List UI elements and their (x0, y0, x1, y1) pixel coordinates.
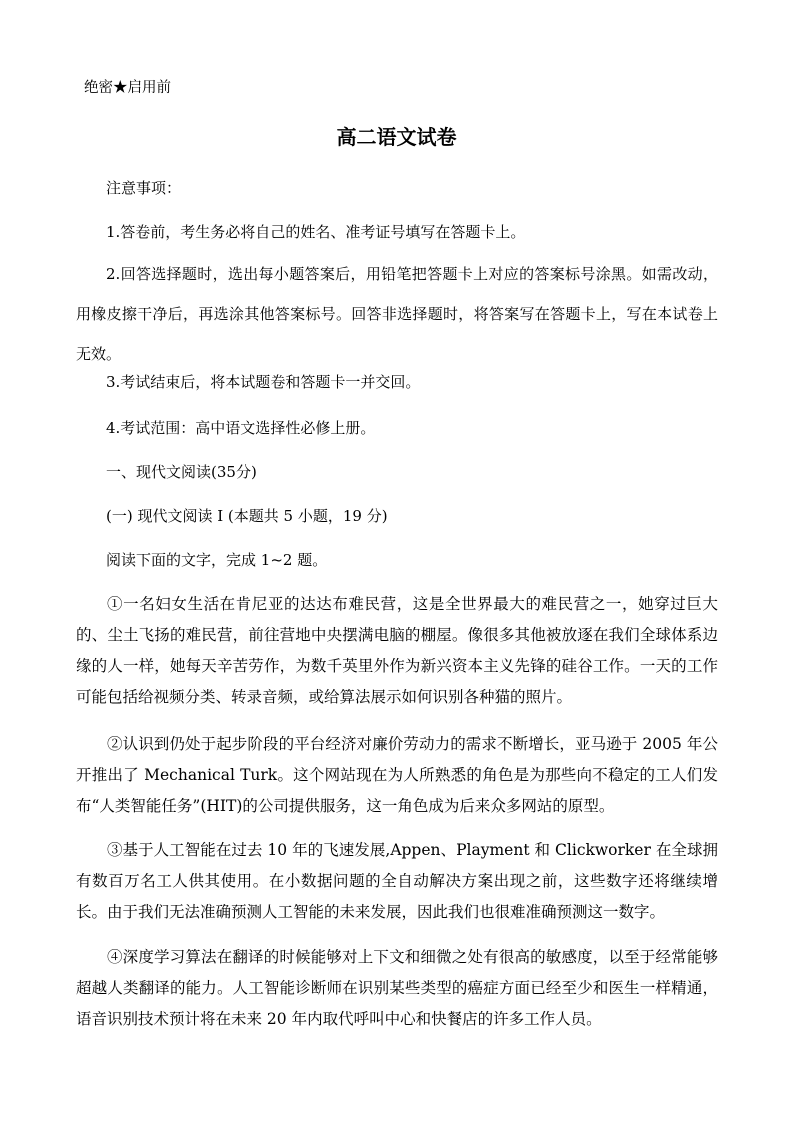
page-title: 高二语文试卷 (336, 125, 457, 149)
notice-item-1: 1.答卷前，考生务必将自己的姓名、准考证号填写在答题卡上。 (106, 223, 526, 241)
section-subheading: (一) 现代文阅读 I (本题共 5 小题，19 分) (106, 507, 388, 525)
notice-item-4: 4.考试范围：高中语文选择性必修上册。 (106, 419, 376, 437)
passage-paragraph-4: ④深度学习算法在翻译的时候能够对上下文和细微之处有很高的敏感度，以至于经常能够超越人类翻译的能力。人工智能诊断师在识别某些类型的癌症方面已经至少和医生一样精通，语音识别技术预计将在未来 20 年内取代呼叫中心和快餐店的许多工作人员。 (76, 948, 718, 1028)
notice-heading: 注意事项： (106, 179, 182, 197)
passage-paragraph-1: ①一名妇女生活在肯尼亚的达达布难民营，这是全世界最大的难民营之一，她穿过巨大的、尘土飞扬的难民营，前往营地中央摆满电脑的棚屋。像很多其他被放逐在我们全球体系边缘的人一样，她每天辛苦劳作，为数千英里外作为新兴资本主义先锋的硅谷工作。一天的工作可能包括给视频分类、转录音频，或给算法展示如何识别各种猫的照片。 (76, 595, 718, 706)
passage-paragraph-3: ③基于人工智能在过去 10 年的飞速发展,Appen、Playment 和 Clickworker 在全球拥有数百万名工人供其使用。在小数据问题的全自动解决方案出现之前，这些数字还将继续增长。由于我们无法准确预测人工智能的未来发展，因此我们也很难准确预测这一数字。 (76, 841, 718, 921)
confidential-label: 绝密★启用前 (84, 80, 171, 96)
section-heading: 一、现代文阅读(35分) (106, 463, 257, 481)
notice-item-2: 2.回答选择题时，选出每小题答案后，用铅笔把答题卡上对应的答案标号涂黑。如需改动，用橡皮擦干净后，再选涂其他答案标号。回答非选择题时，将答案写在答题卡上，写在本试卷上无效。 (76, 265, 718, 363)
reading-instruction: 阅读下面的文字，完成 1~2 题。 (106, 551, 328, 569)
passage-paragraph-2: ②认识到仍处于起步阶段的平台经济对廉价劳动力的需求不断增长，亚马逊于 2005 年公开推出了 Mechanical Turk。这个网站现在为人所熟悉的角色是为那些向不稳定的工人们发布“人类智能任务”(HIT)的公司提供服务，这一角色成为后来众多网站的原型。 (76, 735, 718, 815)
notice-item-3: 3.考试结束后，将本试题卷和答题卡一并交回。 (106, 373, 421, 391)
